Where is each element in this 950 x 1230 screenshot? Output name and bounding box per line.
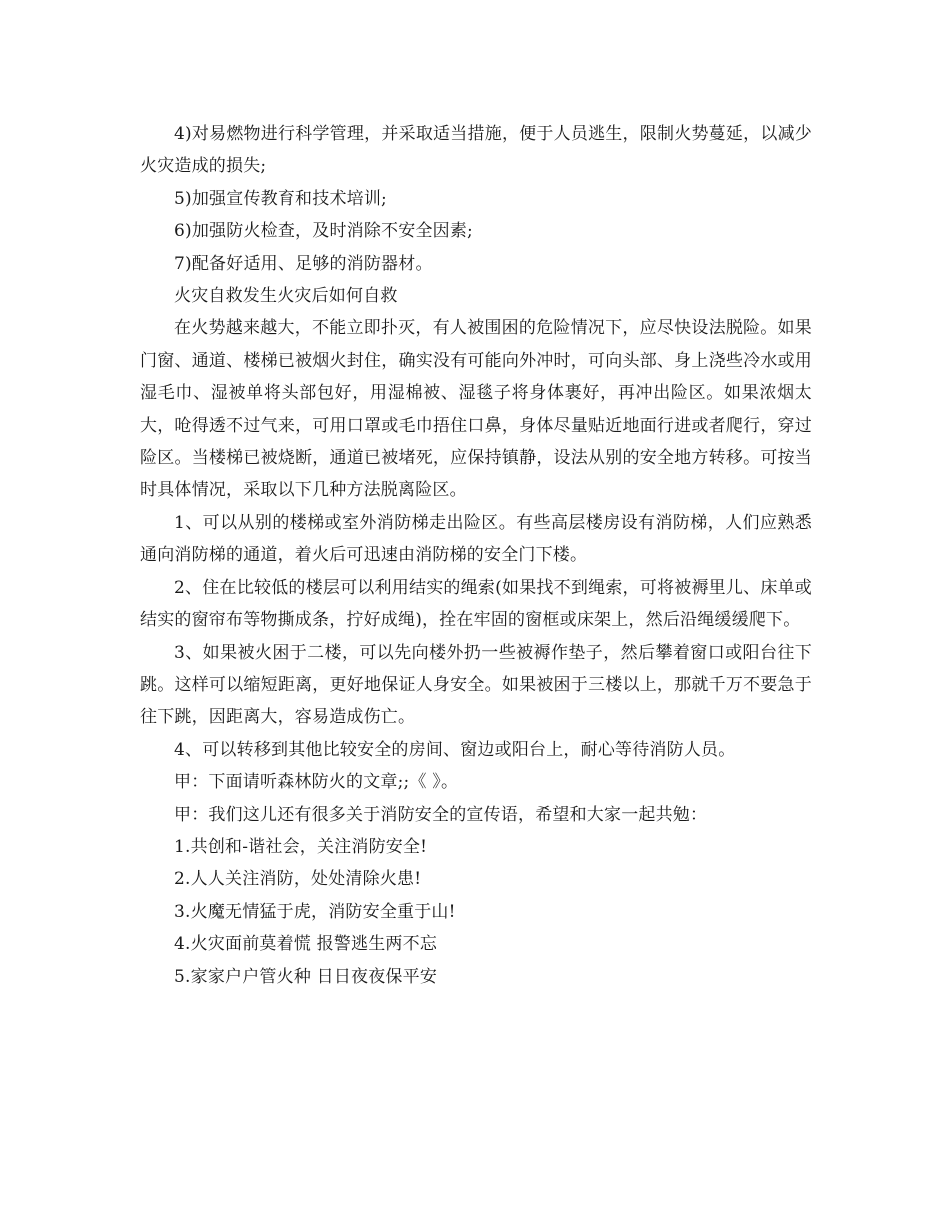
paragraph-method-3: 3、如果被火困于二楼，可以先向楼外扔一些被褥作垫子，然后攀着窗口或阳台往下跳。这样可以缩短距离，更好地保证人身安全。如果被困于三楼以上，那就千万不要急于往下跳，因距离大，容易造成伤亡。 (140, 642, 812, 728)
paragraph-host-line-2: 甲：我们这儿还有很多关于消防安全的宣传语，希望和大家一起共勉： (174, 804, 708, 825)
paragraph-host-line-1: 甲：下面请听森林防火的文章;;《 》。 (174, 772, 459, 793)
paragraph-escape-intro: 在火势越来越大，不能立即扑灭，有人被围困的危险情况下，应尽快设法脱险。如果门窗、通道、楼梯已被烟火封住，确实没有可能向外冲时，可向头部、身上浇些冷水或用湿毛巾、湿被单将头部包好，用湿棉被、湿毯子将身体裹好，再冲出险区。如果浓烟太大，呛得透不过气来，可用口罩或毛巾捂住口鼻，身体尽量贴近地面行进或者爬行，穿过险区。当楼梯已被烧断，通道已被堵死，应保持镇静，设法从别的安全地方转移。可按当时具体情况，采取以下几种方法脱离险区。 (140, 318, 812, 501)
paragraph-measure-4: 4)对易燃物进行科学管理，并采取适当措施，便于人员逃生，限制火势蔓延，以减少火灾造成的损失; (140, 124, 812, 177)
slogan-item-1: 1.共创和-谐社会，关注消防安全! (174, 836, 428, 857)
slogan-item-2: 2.人人关注消防，处处清除火患! (174, 869, 422, 890)
paragraph-method-4: 4、可以转移到其他比较安全的房间、窗边或阳台上，耐心等待消防人员。 (174, 739, 736, 760)
paragraph-measure-5: 5)加强宣传教育和技术培训; (174, 188, 387, 209)
slogan-item-3: 3.火魔无情猛于虎，消防安全重于山! (174, 901, 456, 922)
paragraph-method-2: 2、住在比较低的楼层可以利用结实的绳索(如果找不到绳索，可将被褥里儿、床单或结实的窗帘布等物撕成条，拧好成绳)，拴在牢固的窗框或床架上，然后沿绳缓缓爬下。 (140, 577, 812, 631)
document-body (140, 118, 812, 993)
paragraph-measure-7: 7)配备好适用、足够的消防器材。 (174, 253, 433, 274)
slogan-item-4: 4.火灾面前莫着慌 报警逃生两不忘 (174, 934, 438, 955)
section-heading-self-rescue: 火灾自救发生火灾后如何自救 (174, 286, 398, 307)
paragraph-method-1: 1、可以从别的楼梯或室外消防梯走出险区。有些高层楼房设有消防梯，人们应熟悉通向消防梯的通道，着火后可迅速由消防梯的安全门下楼。 (140, 512, 812, 566)
slogan-item-5: 5.家家户户管火种 日日夜夜保平安 (174, 966, 438, 987)
paragraph-measure-6: 6)加强防火检查，及时消除不安全因素; (174, 221, 473, 242)
